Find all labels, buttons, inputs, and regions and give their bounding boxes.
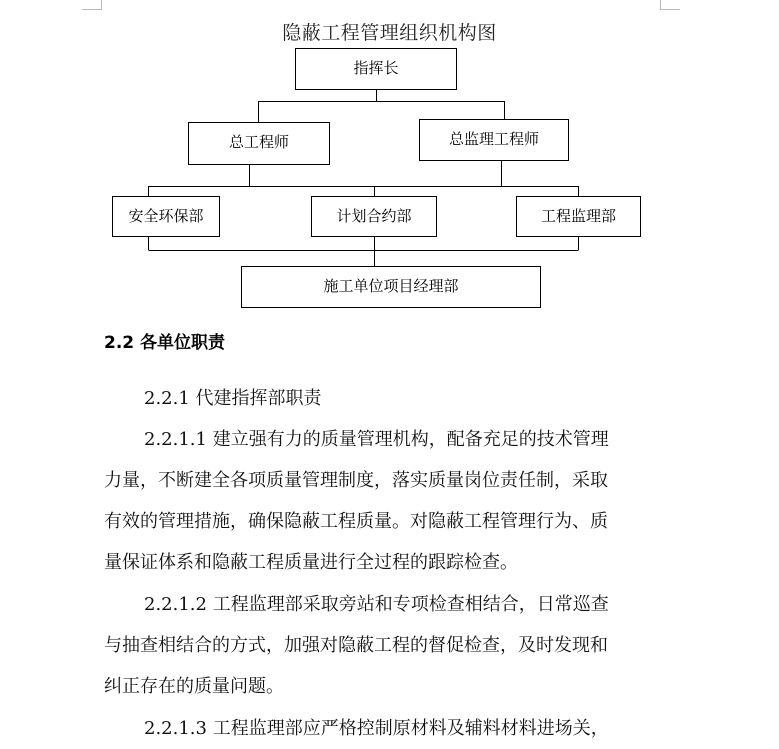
paragraph-3: [104, 708, 664, 749]
node-supervision-dept: 工程监理部: [516, 196, 641, 237]
paragraph-1-line: 力量，不断建全各项质量管理制度，落实质量岗位责任制，采取: [104, 470, 608, 491]
node-safety-dept: 安全环保部: [112, 196, 220, 237]
paragraph-2: [104, 584, 664, 707]
node-commander: 指挥长: [295, 48, 457, 90]
paragraph-2-line: 纠正存在的质量问题。: [104, 676, 284, 697]
node-chief-engineer: 总工程师: [188, 122, 330, 165]
paragraph-2-line: 2.2.1.2 工程监理部采取旁站和专项检查相结合，日常巡查: [144, 594, 609, 615]
paragraph-1-line: 量保证体系和隐蔽工程质量进行全过程的跟踪检查。: [104, 552, 518, 573]
paragraph-1-line: 2.2.1.1 建立强有力的质量管理机构，配备充足的技术管理: [144, 429, 609, 450]
node-chief-supervisor: 总监理工程师: [419, 119, 569, 161]
subheading: 2.2.1 代建指挥部职责: [144, 388, 322, 409]
paragraph-2-line: 与抽查相结合的方式，加强对隐蔽工程的督促检查，及时发现和: [104, 635, 608, 656]
paragraph-1-line: 有效的管理措施，确保隐蔽工程质量。对隐蔽工程管理行为、质: [104, 511, 608, 532]
paragraph-3-line: 2.2.1.3 工程监理部应严格控制原材料及辅料材料进场关，: [144, 718, 609, 739]
org-chart-title: 隐蔽工程管理组织机构图: [282, 22, 497, 44]
node-contract-dept: 计划合约部: [311, 196, 437, 237]
node-contractor-dept: 施工单位项目经理部: [241, 266, 541, 308]
section-heading: 2.2 各单位职责: [104, 333, 226, 353]
paragraph-1: [104, 419, 664, 583]
